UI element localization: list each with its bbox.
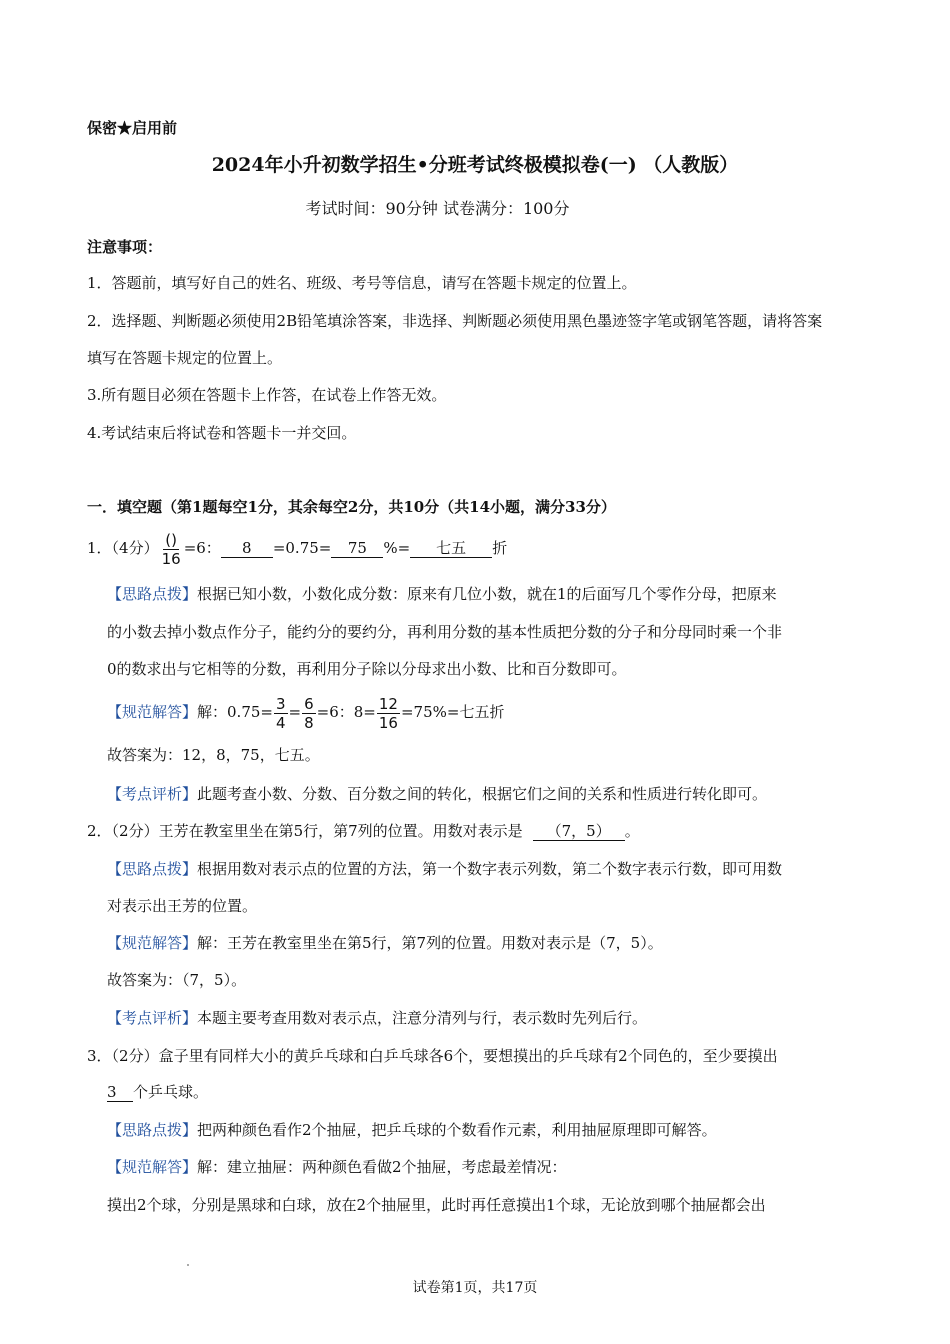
q3-hint: [107, 1120, 717, 1140]
q1-hint-line-2: 的小数去掉小数点作分子，能约分的要约分，再利用分数的基本性质把分数的分子和分母同时乘一个非: [107, 623, 783, 641]
q1-hint: [107, 584, 777, 604]
fraction-3-4: [274, 695, 288, 732]
q1-eq2: =0.75=: [272, 539, 332, 557]
q1-blank-3: 七五: [410, 539, 492, 558]
evaluation-text: 此题考查小数、分数、百分数之间的转化，根据它们之间的关系和性质进行转化即可。: [197, 785, 768, 803]
note-item-3: 3.所有题目必须在答题卡上作答，在试卷上作答无效。: [87, 386, 447, 404]
q2-blank: （7，5）: [533, 822, 625, 841]
q1-answer: 故答案为：12，8，75，七五。: [107, 746, 320, 764]
scan-dot: [187, 1264, 189, 1266]
question-1: [87, 528, 507, 570]
q3-suffix: 个乒乓球。: [133, 1083, 209, 1101]
evaluation-tag: 【考点评析】: [107, 1009, 198, 1027]
exam-subtitle: 考试时间：90分钟 试卷满分：100分: [305, 199, 570, 218]
hint-tag: 【思路点拨】: [107, 1121, 198, 1139]
note-item-2-cont: 填写在答题卡规定的位置上。: [87, 349, 283, 367]
hint-text: 把两种颜色看作2个抽屉，把乒乓球的个数看作元素，利用抽屉原理即可解答。: [197, 1121, 717, 1139]
page-title: 2024年小升初数学招生•分班考试终极模拟卷(一) （人教版）: [211, 154, 739, 176]
ratio-text: =6：8=: [316, 703, 376, 721]
question-2: [87, 821, 640, 841]
fraction-denominator: 16: [378, 713, 398, 732]
fraction-denominator: 4: [275, 713, 286, 732]
section-1-heading: 一．填空题（第1题每空1分，其余每空2分，共10分（共14小题，满分33分）: [87, 498, 616, 516]
q2-answer: 故答案为：（7，5）。: [107, 971, 247, 989]
page-footer: 试卷第1页，共17页: [412, 1280, 538, 1296]
fraction-numerator: (): [165, 530, 177, 549]
q1-hint-line-3: 0的数求出与它相等的分数，再利用分子除以分母求出小数、比和百分数即可。: [107, 660, 627, 678]
note-item-2: 2．选择题、判断题必须使用2B铅笔填涂答案，非选择、判断题必须使用黑色墨迹签字笔或钢笔答题，请将答案: [87, 312, 823, 330]
fraction-6-8: [302, 695, 316, 732]
q1-blank-1: 8: [221, 539, 273, 558]
evaluation-tag: 【考点评析】: [107, 785, 198, 803]
question-2-text: 2．（2分）王芳在教室里坐在第5行，第7列的位置。用数对表示是: [87, 822, 523, 840]
q2-hint: [107, 859, 782, 879]
note-item-1: 1．答题前，填写好自己的姓名、班级、考号等信息，请写在答题卡规定的位置上。: [87, 274, 637, 292]
fraction-denominator: 16: [161, 549, 181, 568]
solution-text: 解：王芳在教室里坐在第5行，第7列的位置。用数对表示是（7，5）。: [197, 934, 663, 952]
q3-blank: 3: [107, 1083, 133, 1102]
solution-prefix: 解：0.75=: [197, 703, 273, 721]
confidential-label: 保密★启用前: [87, 119, 178, 137]
question-1-prefix: 1．（4分）: [87, 539, 159, 557]
hint-text: 根据用数对表示点的位置的方法，第一个数字表示列数，第二个数字表示行数，即可用数: [197, 860, 783, 878]
solution-tag: 【规范解答】: [107, 1158, 198, 1176]
fraction-denominator: 8: [304, 713, 314, 732]
hint-text: 根据已知小数，小数化成分数：原来有几位小数，就在1的后面写几个零作分母，把原来: [197, 585, 777, 603]
q2-suffix: 。: [624, 822, 640, 840]
q2-evaluation: [107, 1008, 647, 1028]
q1-blank-2: 75: [331, 539, 383, 558]
notes-heading: 注意事项：: [87, 238, 163, 256]
solution-text: 解：建立抽屉：两种颜色看做2个抽屉，考虑最差情况：: [197, 1158, 567, 1176]
solution-tag: 【规范解答】: [107, 934, 198, 952]
hint-tag: 【思路点拨】: [107, 860, 198, 878]
fraction-numerator: 6: [304, 694, 314, 713]
fraction-numerator: 12: [378, 694, 398, 713]
q3-solution-line-2: 摸出2个球，分别是黑球和白球，放在2个抽屉里，此时再任意摸出1个球，无论放到哪个抽屉都会出: [107, 1196, 766, 1214]
q1-eq3: %=: [383, 539, 411, 557]
note-item-4: 4.考试结束后将试卷和答题卡一并交回。: [87, 424, 357, 442]
fraction-12-16: [377, 695, 400, 732]
question-3-cont: [107, 1082, 208, 1102]
solution-suffix: =75%=七五折: [400, 703, 505, 721]
q1-eq1: =6：: [183, 539, 221, 557]
q3-solution: [107, 1157, 567, 1177]
fraction-numerator: 3: [275, 694, 286, 713]
fraction-blank-over-16: [160, 531, 183, 568]
q1-evaluation: [107, 784, 767, 804]
q1-solution: [107, 692, 504, 734]
hint-tag: 【思路点拨】: [107, 585, 198, 603]
solution-tag: 【规范解答】: [107, 703, 198, 721]
equals-sign: =: [288, 703, 302, 721]
q2-solution: [107, 933, 663, 953]
evaluation-text: 本题主要考查用数对表示点，注意分清列与行，表示数时先列后行。: [197, 1009, 648, 1027]
q1-suffix: 折: [492, 539, 508, 557]
q2-hint-line-2: 对表示出王芳的位置。: [107, 897, 258, 915]
question-3: 3．（2分）盒子里有同样大小的黄乒乓球和白乒乓球各6个，要想摸出的乒乓球有2个同色的，至少要摸出: [87, 1047, 778, 1065]
